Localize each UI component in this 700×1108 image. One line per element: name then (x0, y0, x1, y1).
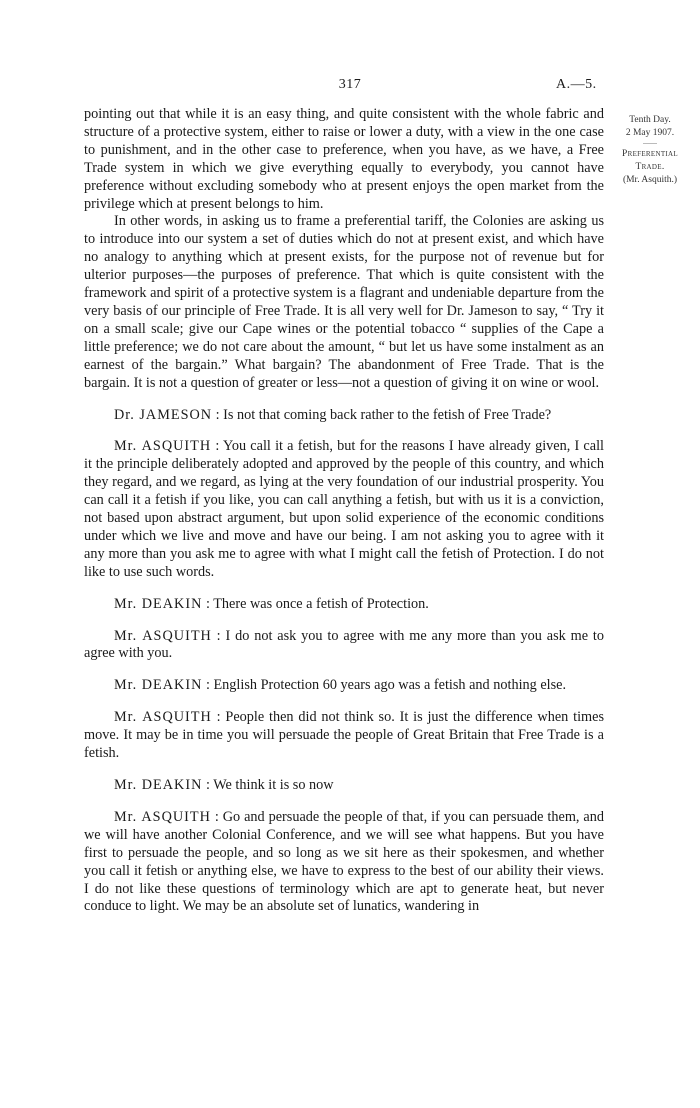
speech-text: : People then did not think so. It is just the difference when times move. It may be in time you will persuade the people of Great Britain that Free Trade is a fetish. (84, 709, 604, 762)
margin-note (610, 114, 690, 187)
speech-text: : Go and persuade the people of that, if you can persuade them, and we will have another Colonial Conference, and we will see what happens. But you have first to persuade the people, and so long as we sit here as their spokesmen, and whether you call it fetish or anything else, we have to express to the best of our ability their views. I do not like these questions of terminology which are apt to generate heat, but never conduce to light. We may be an absolute set of lunatics, wandering in (84, 808, 604, 915)
margin-subject-line1: Preferential (622, 149, 678, 159)
speaker-name: Mr. ASQUITH (114, 808, 211, 825)
margin-subject-line2: Trade. (635, 162, 665, 172)
speech-text: : Is not that coming back rather to the fetish of Free Trade? (212, 406, 552, 423)
speech (84, 407, 604, 425)
paragraph-text: pointing out that while it is an easy thing, and quite consistent with the whole fabric and structure of a protective system, either to raise or lower a duty, with a view in the one case to punishment, and in the other case to preference, when you have, as we have, a Free Trade system in which we give everything equally to everybody, you cannot have preference without excluding somebody who at present enjoys the open market from the privilege which at present belongs to him. (84, 106, 604, 212)
speaker-name: Dr. JAMESON (114, 406, 213, 423)
speech (84, 438, 604, 581)
page-number: 317 (338, 77, 362, 92)
speaker-name: Mr. DEAKIN (114, 777, 203, 793)
speech-text: : I do not ask you to agree with me any more than you ask me to agree with you. (84, 627, 604, 662)
speech (84, 677, 604, 695)
margin-date: 2 May 1907. (625, 128, 675, 138)
speech-text: : There was once a fetish of Protection. (202, 595, 429, 612)
margin-divider (643, 143, 657, 144)
margin-day: Tenth Day. (629, 115, 671, 125)
speech-text: : You call it a fetish, but for the reasons I have already given, I call it the principle deliberately adopted and approved by the people of this country, and which they regard, and we regard, as lying at the very foundation of our industrial prosperity. You can call it a fetish if you like, you can call anything a fetish, but with us it is a conviction, not based upon abstract argument, but upon solid experience of the economic conditions under which we live and move and have our being. I am not asking you to agree with it any more than you ask me to agree with what I might call the fetish of Protection. I do not like to use such words. (84, 438, 605, 580)
speaker-name: Mr. ASQUITH (114, 627, 212, 644)
speech-text: : English Protection 60 years ago was a fetish and nothing else. (202, 677, 567, 694)
speech (84, 809, 604, 916)
speech (84, 709, 604, 763)
speech (84, 596, 604, 614)
paragraph (84, 213, 604, 392)
document-reference: A.—5. (556, 77, 597, 92)
speaker-name: Mr. DEAKIN (114, 595, 203, 612)
paragraph-text: In other words, in asking us to frame a preferential tariff, the Colonies are asking us to introduce into our system a set of duties which do not at present exist, and which have no analogy to anything which at present exists, for the purpose not of revenue but for ulterior purposes—the purposes of preference. That which is quite consistent with the framework and spirit of a protective system is a flagrant and undeniable departure from the very basis of our principle of Free Trade. It is all very well for Dr. Jameson to say, “ Try it on a small scale; give our Cape wines or the potential tobacco “ supplies of the Cape a little preference; we do not care about the amount, “ but let us have some instalment as an earnest of the bargain.” What bargain? The abandonment of Free Trade. That is the bargain. It is not a question of greater or less—not a question of giving it on wine or wool. (84, 213, 604, 391)
speaker-name: Mr. ASQUITH (114, 438, 212, 455)
speaker-name: Mr. ASQUITH (114, 709, 212, 726)
main-text (84, 106, 604, 916)
speech (84, 628, 604, 664)
speech (84, 777, 604, 795)
speech-text: : We think it is so now (202, 777, 334, 793)
speaker-name: Mr. DEAKIN (114, 677, 203, 694)
paragraph (84, 106, 604, 213)
margin-speaker: (Mr. Asquith.) (622, 175, 678, 185)
